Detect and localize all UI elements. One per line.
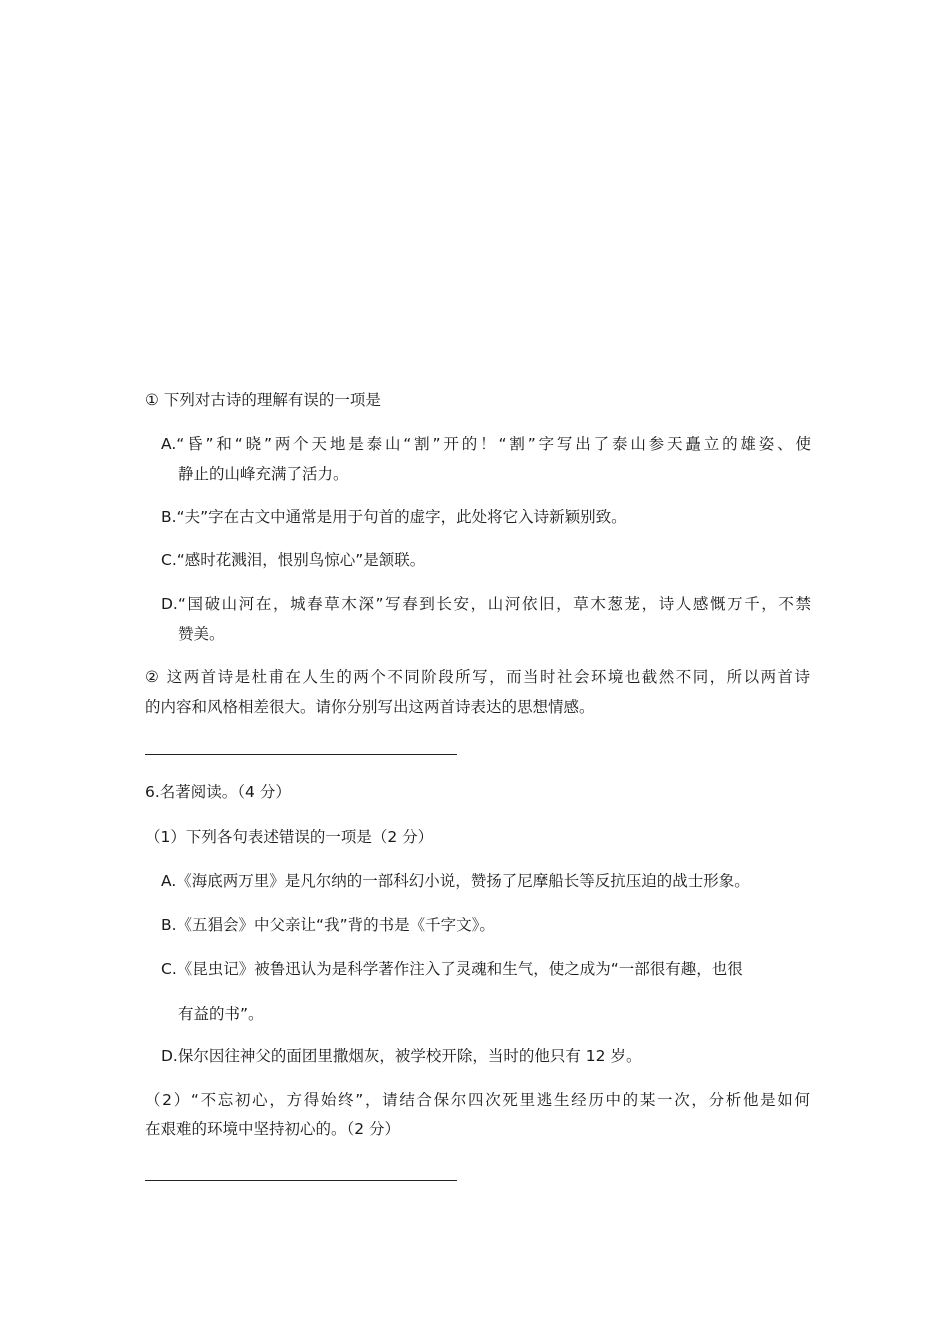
q6-sub2-line1: （2）“不忘初心，方得始终”，请结合保尔四次死里逃生经历中的某一次，分析他是如何 — [145, 1091, 810, 1109]
q5-option-d-line1: D.“国破山河在，城春草木深”写春到长安，山河依旧，草木葱茏，诗人感慨万千，不禁 — [161, 595, 811, 613]
q6-title: 6.名著阅读。（4 分） — [145, 783, 291, 801]
q5-sub2-line1: ② 这两首诗是杜甫在人生的两个不同阶段所写，而当时社会环境也截然不同，所以两首诗 — [145, 668, 810, 686]
q6-sub1-prompt: （1）下列各句表述错误的一项是（2 分） — [145, 828, 434, 846]
q5-option-c: C.“感时花溅泪，恨别鸟惊心”是颔联。 — [161, 551, 426, 569]
answer-line — [145, 754, 457, 755]
answer-line — [145, 1180, 457, 1181]
q6-option-a: A.《海底两万里》是凡尔纳的一部科幻小说，赞扬了尼摩船长等反抗压迫的战士形象。 — [161, 872, 750, 890]
q5-option-a-line2: 静止的山峰充满了活力。 — [178, 465, 349, 483]
q6-option-b: B.《五猖会》中父亲让“我”背的书是《千字文》。 — [161, 916, 495, 934]
q5-sub2-line2: 的内容和风格相差很大。请你分别写出这两首诗表达的思想情感。 — [145, 698, 595, 716]
q6-sub2-line2: 在艰难的环境中坚持初心的。（2 分） — [145, 1120, 401, 1138]
q6-option-d: D.保尔因往神父的面团里撒烟灰，被学校开除，当时的他只有 12 岁。 — [161, 1047, 642, 1065]
q6-option-c-line2: 有益的书”。 — [178, 1005, 264, 1023]
q5-option-d-line2: 赞美。 — [178, 625, 225, 643]
q5-sub1-prompt: ① 下列对古诗的理解有误的一项是 — [145, 391, 381, 409]
q5-option-a-line1: A.“昏”和“晓”两个天地是泰山“割”开的！“割”字写出了泰山参天矗立的雄姿、使 — [161, 435, 811, 453]
q5-option-b: B.“夫”字在古文中通常是用于句首的虚字，此处将它入诗新颖别致。 — [161, 508, 627, 526]
q6-option-c-line1: C.《昆虫记》被鲁迅认为是科学著作注入了灵魂和生气，使之成为“一部很有趣，也很 — [161, 960, 743, 978]
